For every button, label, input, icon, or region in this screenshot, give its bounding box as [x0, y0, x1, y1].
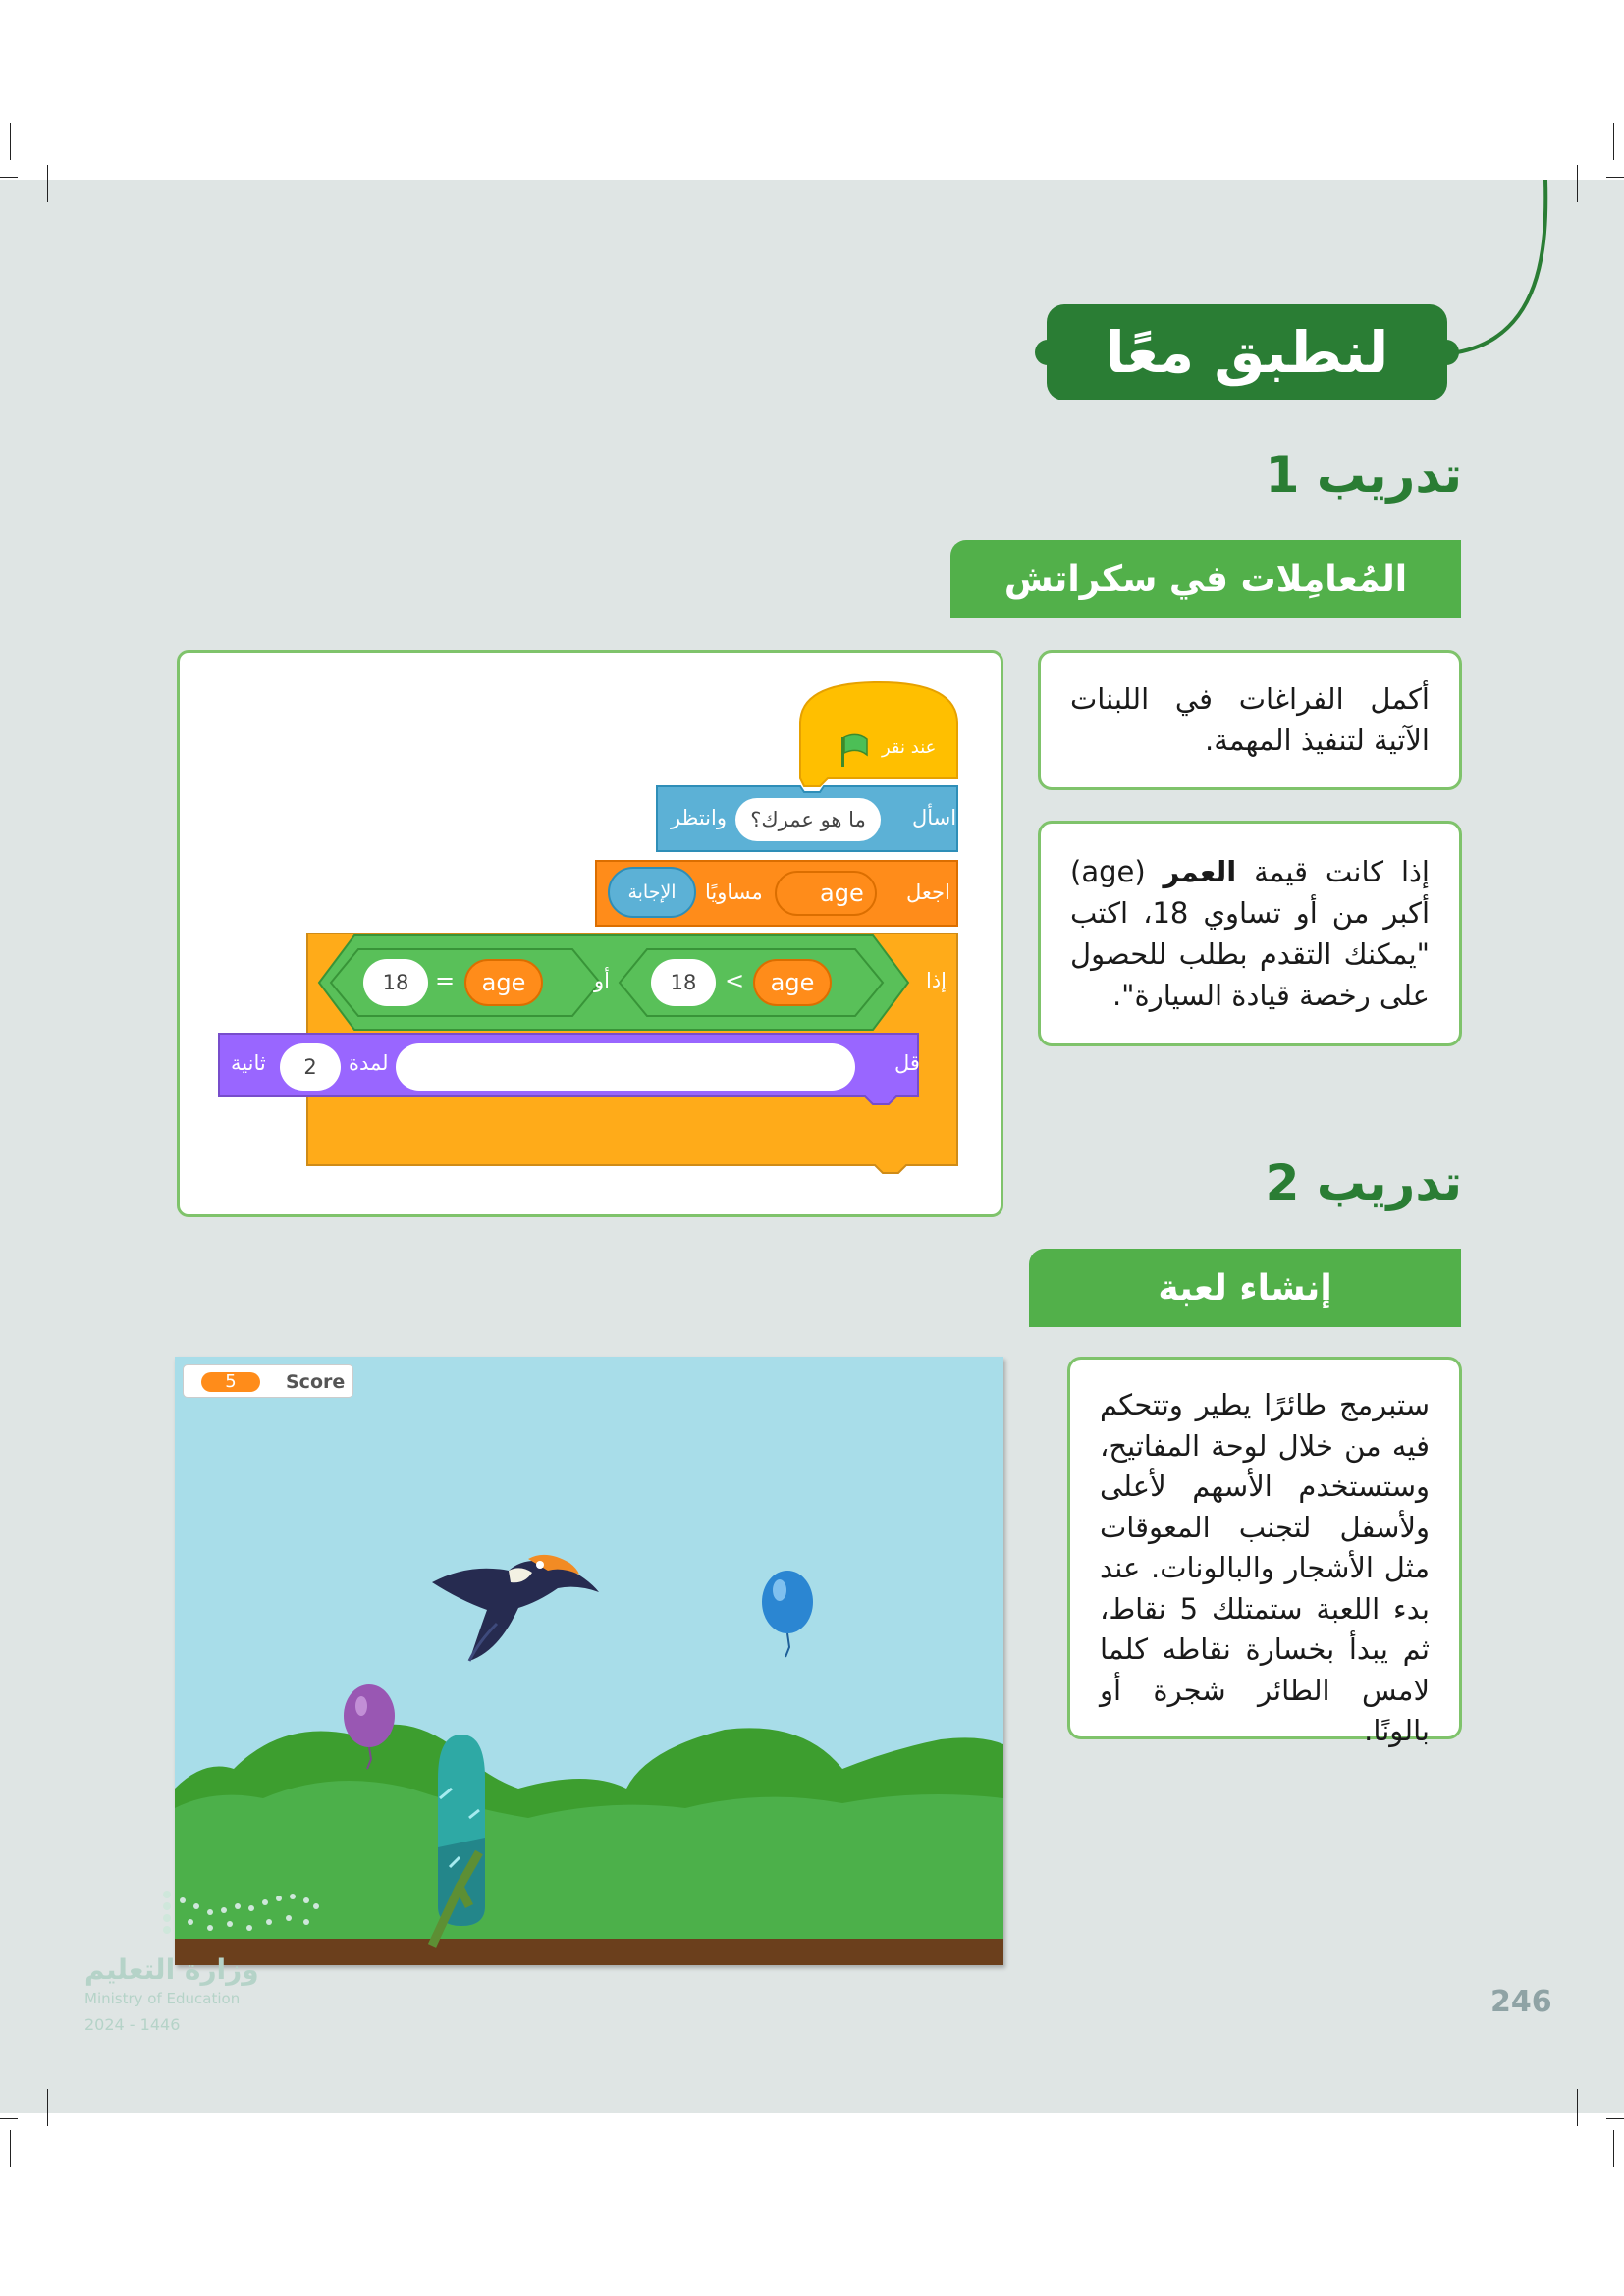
crop-mark	[47, 165, 48, 202]
ministry-name-english: Ministry of Education	[84, 1990, 241, 2007]
crop-mark	[0, 2118, 18, 2119]
task-text-part1: إذا كانت قيمة	[1236, 855, 1430, 888]
exercise-1-topic-bar: المُعامِلات في سكراتش	[950, 540, 1461, 618]
answer-reporter[interactable]: الإجابة	[608, 867, 696, 918]
crop-mark	[1606, 2118, 1624, 2119]
crop-mark	[0, 177, 18, 178]
ministry-logo-dots	[161, 1889, 323, 1944]
instruction-text: أكمل الفراغات في اللبنات الآتية لتنفيذ المهمة.	[1070, 682, 1430, 757]
crop-mark	[1606, 177, 1624, 178]
instruction-box	[1038, 650, 1462, 790]
equal-to-label: مساويًا	[705, 881, 763, 904]
task-box	[1038, 821, 1462, 1046]
ask-label: اسأل	[912, 806, 957, 829]
cond1-operator: >	[725, 967, 745, 994]
seconds-label: ثانية	[231, 1051, 266, 1075]
crop-mark	[47, 2089, 48, 2126]
exercise-2-heading: تدريب 2	[1265, 1154, 1462, 1211]
seconds-input[interactable]: 2	[280, 1043, 341, 1091]
for-label: لمدة	[349, 1051, 389, 1075]
variable-dropdown[interactable]	[775, 871, 877, 916]
crop-mark	[1613, 2130, 1614, 2167]
cond2-operator: =	[435, 967, 456, 994]
crop-mark	[10, 2130, 11, 2167]
or-label: أو	[594, 969, 610, 992]
say-text-blank-input[interactable]	[396, 1043, 855, 1091]
when-clicked-label: عند نقر	[882, 737, 937, 758]
ministry-name-arabic: وزارة التعليم	[84, 1953, 259, 1986]
exercise-1-heading: تدريب 1	[1265, 447, 1462, 504]
game-description-box	[1067, 1357, 1462, 1747]
variable-name: age	[820, 880, 864, 907]
tree-obstacle	[432, 1735, 485, 1946]
crop-mark	[10, 123, 11, 160]
game-description-text: ستبرمج طائرًا يطير وتتحكم فيه من خلال لوحة المفاتيح، وستستخدم الأسهم لأعلى ولأسفل لتجنب المعوقات مثل الأشجار والبالونات. عند بدء اللعبة ستمتلك 5 نقاط، ثم يبدأ بخسارة نقاطه كلما لامس الطائر شجرة أو بالونًا.	[1100, 1388, 1430, 1747]
task-text-part2: (age) أكبر من أو تساوي 18، اكتب "يمكنك التقدم بطلب للحصول على رخصة قيادة السيارة".	[1070, 855, 1431, 1012]
exercise-2-topic-bar: إنشاء لعبة	[1029, 1249, 1461, 1327]
crop-mark	[1613, 123, 1614, 160]
header-connector-line	[1443, 180, 1551, 356]
ask-question-input[interactable]: ما هو عمرك؟	[735, 798, 881, 841]
cond1-left-variable[interactable]: age	[753, 959, 832, 1006]
and-wait-label: وانتظر	[671, 806, 727, 829]
cond2-right-input[interactable]: 18	[363, 959, 428, 1006]
scratch-code-panel	[177, 650, 1003, 1217]
cond2-left-variable[interactable]: age	[464, 959, 543, 1006]
score-display	[183, 1364, 353, 1398]
edition-year: 2024 - 1446	[84, 2015, 181, 2034]
crop-mark	[1577, 165, 1578, 202]
set-label: اجعل	[906, 881, 950, 904]
say-label: قل	[894, 1051, 920, 1075]
page-title: لنطبق معًا	[1047, 304, 1447, 400]
game-stage-screenshot	[175, 1357, 1003, 1965]
page-number: 246	[1490, 1985, 1552, 2019]
blue-balloon-obstacle	[762, 1571, 813, 1657]
game-scene	[175, 1357, 1003, 1965]
toucan-bird-player	[432, 1555, 599, 1661]
scratch-blocks-graphic	[180, 653, 1001, 1214]
task-text-bold: العمر	[1163, 855, 1237, 888]
score-value: 5	[201, 1372, 260, 1392]
crop-mark	[1577, 2089, 1578, 2126]
if-label: إذا	[926, 969, 947, 992]
score-label: Score	[286, 1371, 346, 1393]
cond1-right-input[interactable]: 18	[651, 959, 716, 1006]
